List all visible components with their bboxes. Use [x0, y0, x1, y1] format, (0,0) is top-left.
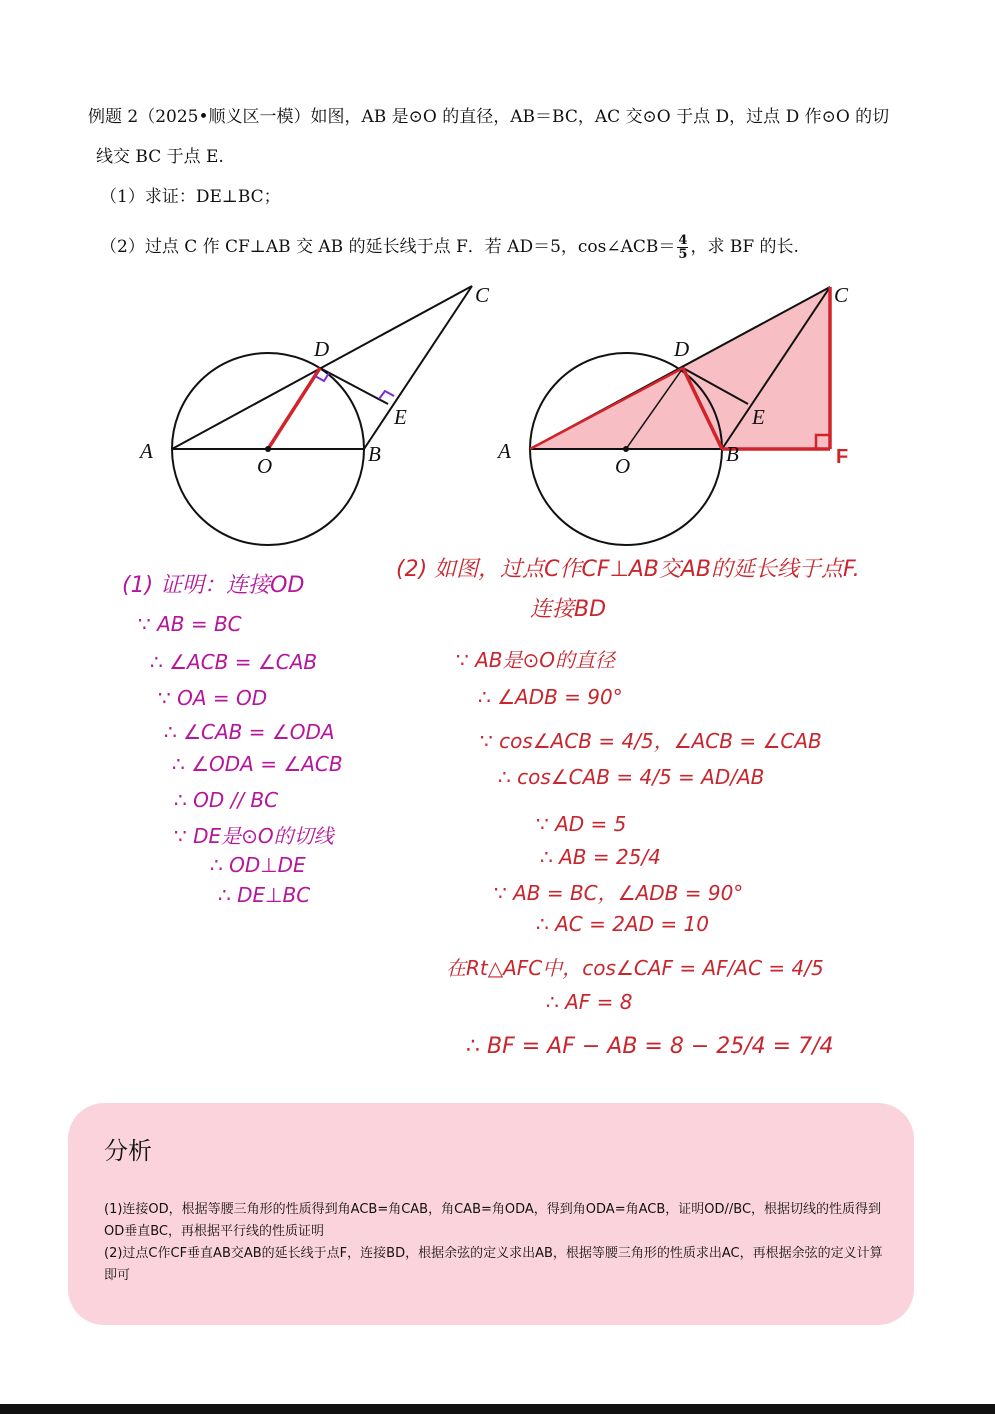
left-line-bc: [364, 286, 472, 449]
sol2-line-4: ∴ ∠ADB = 90°: [478, 685, 623, 709]
sol2-line-12: ∴ AF = 8: [546, 990, 633, 1014]
problem-line-1: 例题 2（2025•顺义区一模）如图，AB 是⊙O 的直径，AB＝BC，AC 交⊙O 于点 D，过点 D 作⊙O 的切: [88, 107, 890, 127]
label-d-right: D: [674, 337, 690, 361]
left-point-o: [265, 446, 271, 452]
part2-text-post: ，求 BF 的长.: [690, 237, 799, 257]
sol1-line-1: (1) 证明：连接OD: [122, 573, 305, 598]
left-right-angle-e: [379, 391, 394, 399]
sol1-line-6: ∴ ∠ODA = ∠ACB: [172, 752, 343, 776]
label-c-left: C: [475, 283, 490, 307]
sol2-line-5: ∵ cos∠ACB = 4/5，∠ACB = ∠CAB: [480, 729, 822, 753]
sol2-line-10: ∴ AC = 2AD = 10: [536, 912, 709, 936]
sol1-line-7: ∴ OD // BC: [174, 788, 279, 812]
label-c-right: C: [834, 283, 849, 307]
problem-part-1: （1）求证：DE⊥BC；: [100, 187, 281, 207]
label-a-right: A: [498, 439, 511, 463]
right-point-o: [623, 446, 629, 452]
analysis-paragraph-2: (2)过点C作CF垂直AB交AB的延长线于点F，连接BD，根据余弦的定义求出AB，根据等腰三角形的性质求出AC，再根据余弦的定义计算即可: [104, 1246, 883, 1283]
sol1-line-8: ∵ DE是⊙O的切线: [174, 824, 334, 848]
label-b-right: B: [726, 442, 739, 466]
left-line-de: [320, 368, 388, 404]
label-d-left: D: [314, 337, 330, 361]
sol2-line-11: 在Rt△AFC中，cos∠CAF = AF/AC = 4/5: [446, 956, 824, 980]
label-e-right: E: [752, 405, 765, 429]
left-figure: [138, 283, 490, 545]
part2-text-pre: （2）过点 C 作 CF⊥AB 交 AB 的延长线于点 F．若 AD＝5，cos∠ACB＝: [100, 237, 676, 257]
label-o-right: O: [615, 454, 631, 478]
sol2-line-3: ∵ AB是⊙O的直径: [456, 648, 615, 672]
sol1-line-5: ∴ ∠CAB = ∠ODA: [164, 720, 335, 744]
right-figure: [496, 283, 849, 545]
sol2-line-9: ∵ AB = BC，∠ADB = 90°: [494, 881, 744, 905]
sol1-line-10: ∴ DE⊥BC: [218, 883, 311, 907]
label-e-left: E: [394, 405, 407, 429]
analysis-title: 分析: [104, 1137, 152, 1165]
fraction-four-fifths: $\frac{4}{5}$: [678, 233, 688, 262]
sol1-line-9: ∴ OD⊥DE: [210, 853, 306, 877]
label-o-left: O: [257, 454, 273, 478]
analysis-paragraph-1: (1)连接OD，根据等腰三角形的性质得到角ACB=角CAB，角CAB=角ODA，得到角ODA=角ACB，证明OD//BC，根据切线的性质得到OD垂直BC，再根据平行线的性质证明: [104, 1202, 882, 1239]
label-f-right: F: [836, 446, 849, 468]
sol2-line-2: 连接BD: [530, 597, 607, 622]
label-b-left: B: [368, 442, 381, 466]
left-line-od: [268, 368, 320, 449]
sol2-line-13: ∴ BF = AF − AB = 8 − 25/4 = 7/4: [466, 1034, 834, 1059]
analysis-box: [68, 1103, 914, 1325]
label-a-left: A: [140, 439, 153, 463]
geometry-figures: [0, 0, 995, 560]
sol1-line-3: ∴ ∠ACB = ∠CAB: [150, 650, 318, 674]
sol1-line-4: ∵ OA = OD: [158, 686, 268, 710]
sol1-line-2: ∵ AB = BC: [138, 612, 242, 636]
bottom-bar: [0, 1404, 995, 1414]
sol2-line-7: ∵ AD = 5: [536, 812, 627, 836]
analysis-text: [104, 1199, 884, 1287]
problem-line-2: 线交 BC 于点 E.: [96, 147, 224, 167]
sol2-line-8: ∴ AB = 25/4: [540, 845, 661, 869]
sol2-line-6: ∴ cos∠CAB = 4/5 = AD/AB: [498, 765, 765, 789]
sol2-line-1: (2) 如图，过点C作CF⊥AB交AB的延长线于点F.: [396, 557, 860, 582]
